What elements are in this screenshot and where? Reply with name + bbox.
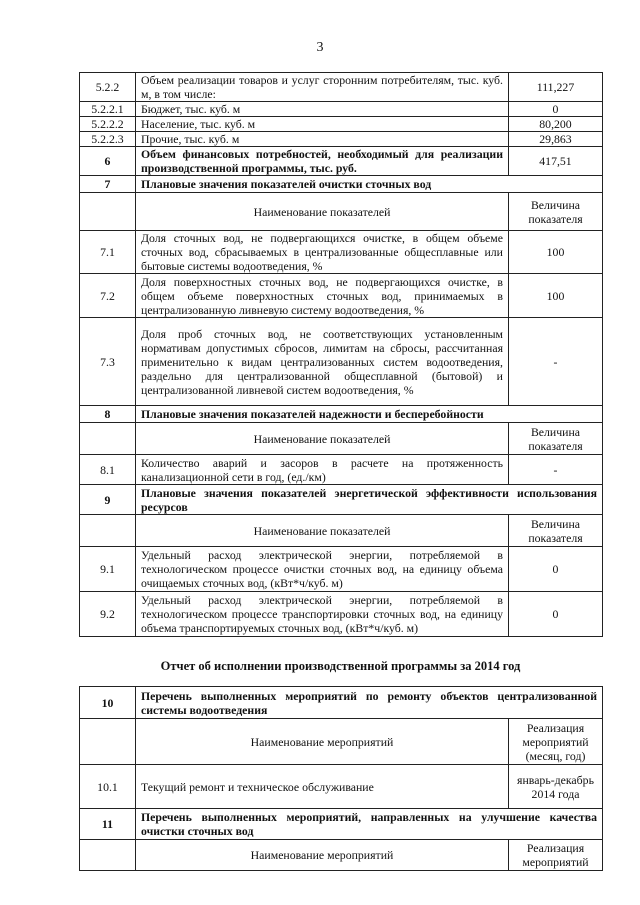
table-row bbox=[80, 231, 603, 274]
row-text: Доля сточных вод, не подвергающихся очистке, в общем объеме сточных вод, сбрасываемых в централизованные общесплавные или бытовые системы водоотведения, % bbox=[136, 231, 509, 274]
column-header-row bbox=[80, 719, 603, 765]
row-number: 6 bbox=[80, 147, 136, 176]
row-value: 0 bbox=[509, 102, 603, 117]
empty-cell bbox=[80, 515, 136, 547]
table-row bbox=[80, 73, 603, 102]
program-indicators-table bbox=[79, 72, 603, 637]
section-title: Перечень выполненных мероприятий, направленных на улучшение качества очистки сточных вод bbox=[136, 809, 603, 840]
section-heading-row bbox=[80, 809, 603, 840]
table-row bbox=[80, 765, 603, 809]
column-header-value: Величина показателя bbox=[509, 423, 603, 455]
section-heading-row bbox=[80, 406, 603, 423]
row-value: 80,200 bbox=[509, 117, 603, 132]
row-value: 29,863 bbox=[509, 132, 603, 147]
column-header-value: Величина показателя bbox=[509, 193, 603, 231]
empty-cell bbox=[80, 840, 136, 871]
empty-cell bbox=[80, 193, 136, 231]
column-header-name: Наименование мероприятий bbox=[136, 719, 509, 765]
table-row bbox=[80, 117, 603, 132]
row-number: 7.2 bbox=[80, 274, 136, 318]
row-value: 100 bbox=[509, 274, 603, 318]
section-number: 8 bbox=[80, 406, 136, 423]
section-title: Плановые значения показателей надежности и бесперебойности bbox=[136, 406, 603, 423]
section-heading-row bbox=[80, 687, 603, 719]
section-number: 9 bbox=[80, 485, 136, 515]
row-value: 111,227 bbox=[509, 73, 603, 102]
column-header-row bbox=[80, 193, 603, 231]
column-header-value: Величина показателя bbox=[509, 515, 603, 547]
row-text: Текущий ремонт и техническое обслуживание bbox=[136, 765, 509, 809]
row-text: Бюджет, тыс. куб. м bbox=[136, 102, 509, 117]
row-text: Удельный расход электрической энергии, потребляемой в технологическом процессе транспортировки сточных вод, на единицу объема транспортируемых сточных вод, (кВт*ч/куб. м) bbox=[136, 592, 509, 637]
row-text: Объем реализации товаров и услуг сторонним потребителям, тыс. куб. м, в том числе: bbox=[136, 73, 509, 102]
column-header-value: Реализация мероприятий bbox=[509, 840, 603, 871]
row-value: январь-декабрь 2014 года bbox=[509, 765, 603, 809]
column-header-name: Наименование показателей bbox=[136, 515, 509, 547]
table-row bbox=[80, 318, 603, 406]
report-title: Отчет об исполнении производственной программы за 2014 год bbox=[160, 659, 521, 673]
row-number: 5.2.2.2 bbox=[80, 117, 136, 132]
row-number: 9.1 bbox=[80, 547, 136, 592]
empty-cell bbox=[80, 423, 136, 455]
table-row bbox=[80, 132, 603, 147]
table-row bbox=[80, 547, 603, 592]
row-number: 5.2.2 bbox=[80, 73, 136, 102]
row-number: 10.1 bbox=[80, 765, 136, 809]
row-text: Объем финансовых потребностей, необходимый для реализации производственной программы, тыс. руб. bbox=[136, 147, 509, 176]
row-text: Количество аварий и засоров в расчете на протяженность канализационной сети в год, (ед./км) bbox=[136, 455, 509, 485]
section-title: Плановые значения показателей очистки сточных вод bbox=[136, 176, 603, 193]
row-value: 100 bbox=[509, 231, 603, 274]
section-number: 11 bbox=[80, 809, 136, 840]
column-header-name: Наименование мероприятий bbox=[136, 840, 509, 871]
row-text: Прочие, тыс. куб. м bbox=[136, 132, 509, 147]
column-header-name: Наименование показателей bbox=[136, 423, 509, 455]
row-text: Доля поверхностных сточных вод, не подвергающихся очистке, в общем объеме поверхностных сточных вод, принимаемых в централизованную ливневую систему водоотведения, % bbox=[136, 274, 509, 318]
report-activities-table bbox=[79, 686, 603, 871]
table-row bbox=[80, 592, 603, 637]
row-value: 0 bbox=[509, 547, 603, 592]
row-value: 417,51 bbox=[509, 147, 603, 176]
column-header-row bbox=[80, 423, 603, 455]
section-number: 10 bbox=[80, 687, 136, 719]
page-number: 3 bbox=[316, 40, 324, 55]
row-number: 5.2.2.1 bbox=[80, 102, 136, 117]
section-title: Плановые значения показателей энергетической эффективности использования ресурсов bbox=[136, 485, 603, 515]
column-header-row bbox=[80, 515, 603, 547]
row-text: Удельный расход электрической энергии, потребляемой в технологическом процессе очистки сточных вод, на единицу объема очищаемых сточных вод, (кВт*ч/куб. м) bbox=[136, 547, 509, 592]
row-number: 9.2 bbox=[80, 592, 136, 637]
row-value: 0 bbox=[509, 592, 603, 637]
column-header-value: Реализация мероприятий (месяц, год) bbox=[509, 719, 603, 765]
row-text: Население, тыс. куб. м bbox=[136, 117, 509, 132]
row-text: Доля проб сточных вод, не соответствующих установленным нормативам допустимых сбросов, лимитам на сбросы, рассчитанная применительно к видам централизованных систем водоотведения, раздельно для централизованной общесплавной (бытовой) и централизованной ливневой систем водоотведения, % bbox=[136, 318, 509, 406]
column-header-name: Наименование показателей bbox=[136, 193, 509, 231]
row-value: - bbox=[509, 455, 603, 485]
section-number: 7 bbox=[80, 176, 136, 193]
table-row bbox=[80, 102, 603, 117]
empty-cell bbox=[80, 719, 136, 765]
section-title: Перечень выполненных мероприятий по ремонту объектов централизованной системы водоотведения bbox=[136, 687, 603, 719]
row-number: 7.1 bbox=[80, 231, 136, 274]
row-number: 8.1 bbox=[80, 455, 136, 485]
section-heading-row bbox=[80, 485, 603, 515]
section-heading-row bbox=[80, 176, 603, 193]
row-number: 5.2.2.3 bbox=[80, 132, 136, 147]
column-header-row bbox=[80, 840, 603, 871]
table-row bbox=[80, 274, 603, 318]
row-number: 7.3 bbox=[80, 318, 136, 406]
table-row bbox=[80, 147, 603, 176]
row-value: - bbox=[509, 318, 603, 406]
table-row bbox=[80, 455, 603, 485]
